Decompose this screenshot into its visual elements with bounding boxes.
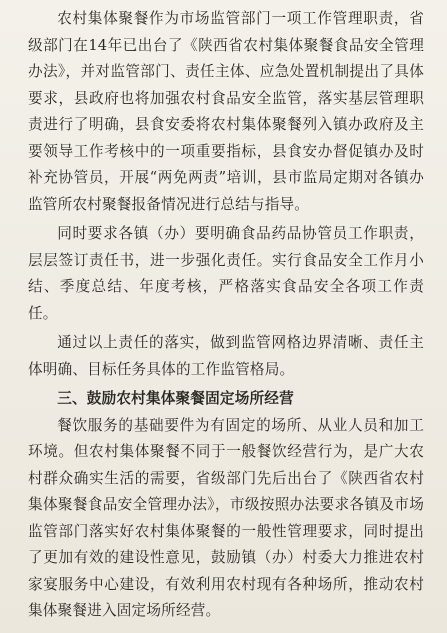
paragraph-supervision-pattern: 通过以上责任的落实，做到监管网格边界清晰、责任主体明确、目标任务具体的工作监管格局。: [28, 334, 424, 378]
paragraph-fixed-venue: 餐饮服务的基础要件为有固定的场所、从业人员和加工环境。但农村集体聚餐不同于一般餐饮经营行为，是广大农村群众确实生活的需要，省级部门先后出台了《陕西省农村集体聚餐食品安全管理办法》，市级按照办法要求各镇及市场监管部门落实好农村集体聚餐的一般性管理要求，同时提出了更加有效的建设性意见，鼓励镇（办）村委大力推进农村家宴服务中心建设，有效利用农村现有各种场所，推动农村集体聚餐进入固定场所经营。: [28, 416, 424, 619]
paragraph-responsibility: 农村集体聚餐作为市场监管部门一项工作管理职责，省级部门在14年已出台了《陕西省农村集体聚餐食品安全管理办法》，并对监管部门、责任主体、应急处置机制提出了具体要求，县政府也将加强农村食品安全监管，落实基层管理职责进行了明确，县食安委将农村集体聚餐列入镇办政府及主要领导工作考核中的一项重要指标，县食安办督促镇办及时补充协管员，开展“两免两责”培训，县市监局定期对各镇办监管所农村聚餐报备情况进行总结与指导。: [28, 10, 424, 213]
paragraph-township-duties: 同时要求各镇（办）要明确食品药品协管员工作职责，层层签订责任书，进一步强化责任。实行食品安全工作月小结、季度总结、年度考核，严格落实食品安全各项工作责任。: [28, 225, 424, 322]
section-heading: 三、鼓励农村集体聚餐固定场所经营: [57, 390, 294, 407]
document-body: [28, 6, 424, 625]
